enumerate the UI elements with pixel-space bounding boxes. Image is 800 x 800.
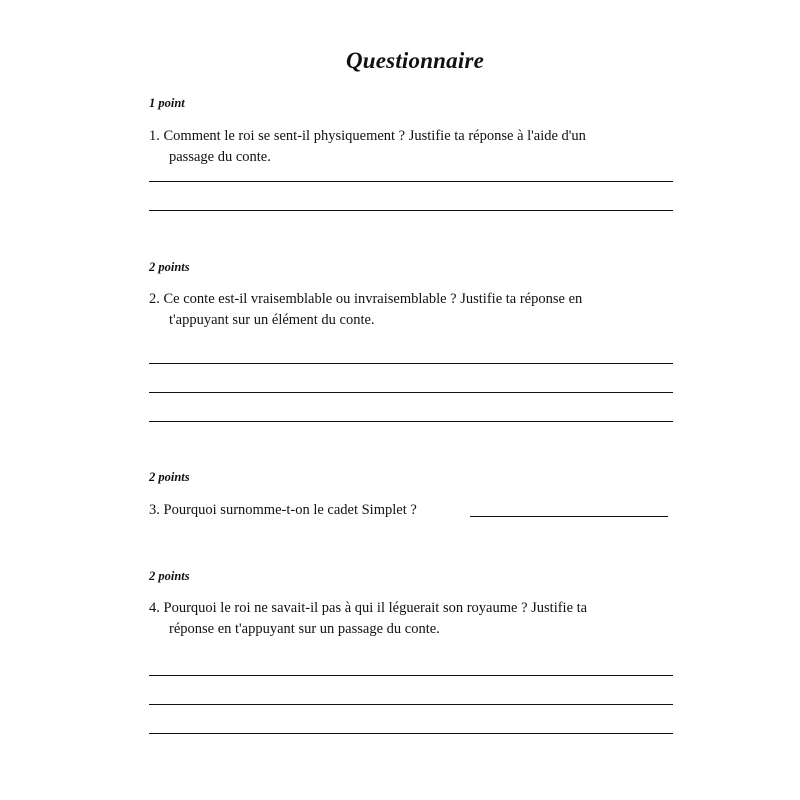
answer-line[interactable] — [149, 363, 673, 364]
question-3-line-1: 3. Pourquoi surnomme-t-on le cadet Simplet ? — [149, 502, 417, 518]
question-2-line-1: 2. Ce conte est-il vraisemblable ou invraisemblable ? Justifie ta réponse en — [149, 291, 583, 307]
page-title: Questionnaire — [345, 48, 485, 73]
question-1-text — [149, 126, 689, 168]
answer-line[interactable] — [149, 675, 673, 676]
answer-line[interactable] — [149, 704, 673, 705]
question-4-line-1: 4. Pourquoi le roi ne savait-il pas à qui il léguerait son royaume ? Justifie ta — [149, 600, 588, 616]
question-3-text — [149, 500, 689, 521]
answer-line[interactable] — [149, 181, 673, 182]
question-1-line-1: 1. Comment le roi se sent-il physiquement ? Justifie ta réponse à l'aide d'un — [149, 128, 586, 144]
answer-line[interactable] — [149, 733, 673, 734]
answer-line[interactable] — [149, 392, 673, 393]
question-2-points: 2 points — [149, 260, 190, 274]
question-1-line-2: passage du conte. — [169, 149, 271, 165]
question-3-points: 2 points — [149, 470, 190, 484]
question-4-points: 2 points — [149, 569, 190, 583]
question-4-line-2: réponse en t'appuyant sur un passage du conte. — [169, 621, 440, 637]
question-2-text — [149, 289, 689, 331]
inline-answer-line[interactable] — [470, 516, 668, 517]
answer-line[interactable] — [149, 421, 673, 422]
answer-line[interactable] — [149, 210, 673, 211]
question-2-line-2: t'appuyant sur un élément du conte. — [169, 312, 375, 328]
question-4-text — [149, 598, 689, 640]
question-1-points: 1 point — [149, 96, 185, 110]
